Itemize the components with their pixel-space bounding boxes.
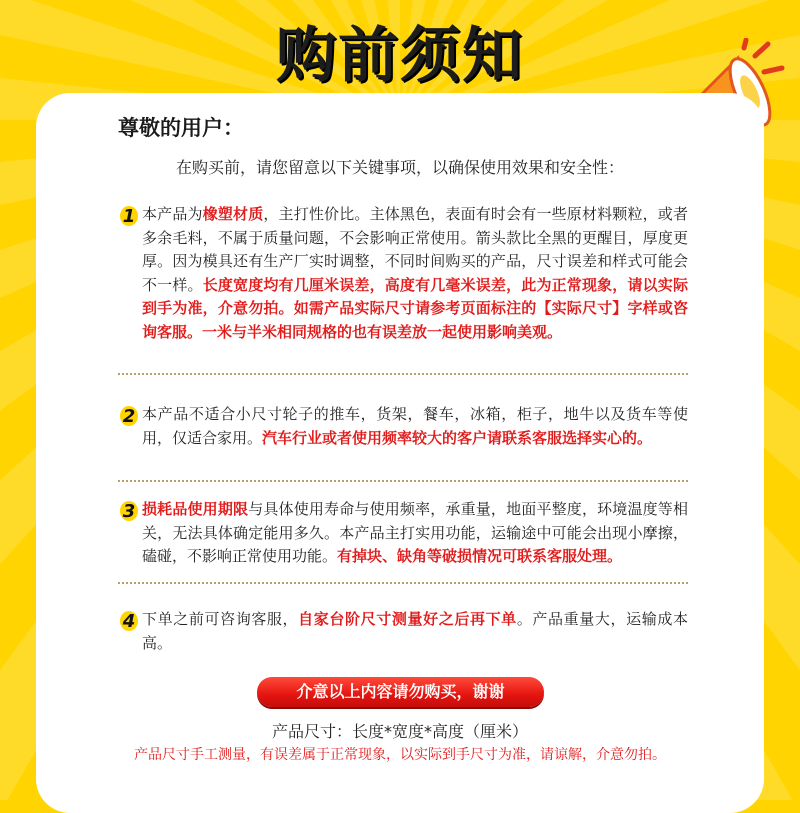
item-number: 1: [122, 206, 136, 227]
item-segment: 本产品为: [142, 205, 203, 223]
item-segment: ，主打性价比。主体黑色，表面有时会有一些原材料颗粒，或者多余毛料，不属于质量问题，不会影响正常使用。箭头款比全黑的更醒目，厚度更厚。因为模具还有生产厂实时调整，不同时间购买的产品，尺寸误差和样式可能会不一样。: [142, 205, 688, 294]
number-badge-icon: [118, 403, 140, 427]
item-text: [142, 403, 688, 450]
page-title: 购前须知: [276, 21, 524, 91]
notice-item: [118, 498, 688, 569]
greeting: 尊敬的用户：: [118, 116, 244, 140]
notice-item: [118, 403, 688, 450]
item-segment-highlight: 汽车行业或者使用频率较大的客户请联系客服选择实心的。: [262, 428, 653, 447]
size-line: 产品尺寸：长度*宽度*高度（厘米）: [271, 722, 528, 741]
intro-text: 在购买前，请您留意以下关键事项，以确保使用效果和安全性：: [175, 158, 624, 177]
number-badge-icon: [118, 203, 140, 227]
warning-banner: 介意以上内容请勿购买，谢谢: [257, 677, 544, 707]
item-number: 3: [122, 501, 136, 522]
item-segment: 。产品重量大，运输成本高。: [142, 610, 688, 652]
number-badge-icon: [118, 498, 140, 522]
item-text: [142, 608, 688, 655]
item-number: 4: [122, 611, 136, 632]
dotted-divider: [118, 373, 688, 375]
notice-item: [118, 608, 688, 655]
item-segment-highlight: 长度宽度均有几厘米误差，高度有几毫米误差，此为正常现象，请以实际到手为准，介意勿拍。如需产品实际尺寸请参考页面标注的【实际尺寸】字样或咨询客服。一米与半米相同规格的也有误差放一起使用影响美观。: [142, 275, 688, 341]
item-segment-highlight: 自家台阶尺寸测量好之后再下单: [298, 610, 517, 628]
item-segment: 本产品不适合小尺寸轮子的推车，货架，餐车，冰箱，柜子，地牛以及货车等使用，仅适合家用。: [142, 405, 688, 447]
dotted-divider: [118, 582, 688, 584]
item-segment-highlight: 损耗品使用期限: [142, 500, 249, 518]
item-number: 2: [122, 406, 136, 427]
item-segment-highlight: 橡塑材质: [202, 205, 264, 223]
item-segment-highlight: 有掉块、缺角等破损情况可联系客服处理。: [337, 547, 623, 565]
item-segment: 下单之前可咨询客服，: [142, 610, 299, 628]
item-segment: 与具体使用寿命与使用频率，承重量，地面平整度，环境温度等相关，无法具体确定能用多久。本产品主打实用功能，运输途中可能会出现小摩擦，磕碰，不影响正常使用功能。: [142, 500, 688, 565]
notice-item: [118, 203, 688, 344]
dotted-divider: [118, 480, 688, 482]
footer-note: 产品尺寸手工测量，有误差属于正常现象，以实际到手尺寸为准，请谅解，介意勿拍。: [134, 747, 666, 763]
item-text: [142, 498, 688, 569]
number-badge-icon: [118, 608, 140, 632]
item-text: [142, 203, 688, 344]
